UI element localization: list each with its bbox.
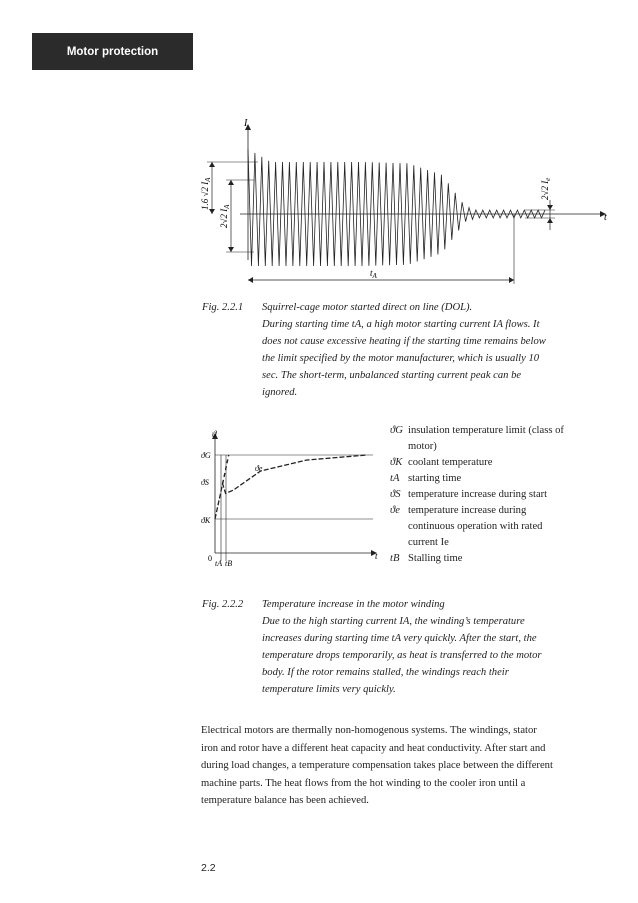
- legend-symbol: ϑe: [390, 505, 400, 516]
- caption-line: increases during starting time tA very quickly. After the start, the: [262, 633, 537, 644]
- caption-line: temperature drops temporarily, as heat is transferred to the motor: [262, 650, 542, 661]
- legend-text: continuous operation with rated: [408, 521, 543, 532]
- caption-line: does not cause excessive heating if the starting time remains below: [262, 336, 546, 347]
- peak-arrow-top: [209, 162, 215, 167]
- caption-line: Squirrel-cage motor started direct on line (DOL).: [262, 302, 473, 313]
- legend-symbol: ϑK: [390, 457, 403, 468]
- paragraph-line: machine parts. The heat flows from the hot winding to the cooler iron until a: [201, 777, 526, 789]
- tB-label: tB: [225, 559, 233, 568]
- legend-text: current Ie: [408, 537, 449, 548]
- figure1-caption-number: Fig. 2.2.1: [202, 302, 244, 313]
- start-arrow-bottom: [228, 247, 234, 252]
- theta-e-label: ϑe: [255, 464, 263, 473]
- rated-arrow-bottom: [547, 218, 553, 223]
- legend-text: temperature increase during start: [408, 489, 548, 500]
- caption-line: body. If the rotor remains stalled, the windings reach their: [262, 667, 509, 678]
- caption-line: Temperature increase in the motor winding: [262, 599, 445, 610]
- zero-label: 0: [208, 554, 212, 563]
- legend-text: coolant temperature: [408, 457, 493, 468]
- tA-label: tA: [215, 559, 223, 568]
- theta-G-label: ϑG: [201, 451, 211, 460]
- theta-K-label: ϑK: [201, 516, 211, 525]
- caption-line: Due to the high starting current IA, the winding’s temperature: [262, 616, 525, 627]
- figure-starting-current-chart: [180, 110, 620, 290]
- legend-text: Stalling time: [408, 553, 463, 564]
- stalled-curve: [223, 455, 229, 484]
- paragraph-line: temperature balance has been achieved.: [201, 795, 369, 806]
- time-arrow-right: [509, 277, 514, 283]
- page-number: 2.2: [201, 862, 216, 874]
- legend-symbol: ϑG: [390, 425, 403, 436]
- section-header-tab: [32, 33, 193, 70]
- legend-text: starting time: [408, 473, 462, 484]
- theta-S-label: ϑS: [201, 478, 209, 487]
- current-oscillation: [248, 149, 545, 266]
- caption-line: ignored.: [262, 387, 298, 398]
- section-title: Motor protection: [66, 45, 159, 58]
- start-label: 2√2 $I_A$: [219, 204, 231, 228]
- body-paragraph: [201, 722, 581, 810]
- temperature-curve: [215, 455, 367, 519]
- figure2-caption: [202, 596, 582, 700]
- time-arrow-left: [248, 277, 253, 283]
- paragraph-line: iron and rotor have a different heat capacity and heat conductivity. After start and: [201, 742, 546, 754]
- figure-temperature-chart: [195, 425, 385, 570]
- y-axis-label: ϑ: [212, 429, 217, 439]
- legend-symbol: ϑS: [390, 489, 401, 500]
- legend-symbol: tA: [390, 473, 400, 484]
- caption-line: During starting time tA, a high motor starting current IA flows. It: [262, 319, 540, 330]
- time-label: $t_A$: [370, 268, 377, 280]
- paragraph-line: during load changes, a temperature compensation takes place between the different: [201, 760, 553, 771]
- legend-text: temperature increase during: [408, 505, 527, 516]
- figure2-caption-number: Fig. 2.2.2: [202, 599, 244, 610]
- y-axis-label: I: [244, 118, 248, 129]
- rated-label: 2√2 $I_e$: [540, 177, 552, 200]
- caption-line: sec. The short-term, unbalanced starting current peak can be: [262, 370, 522, 381]
- current-waveform: [248, 149, 545, 266]
- legend-text: insulation temperature limit (class of: [408, 425, 564, 436]
- start-arrow-top: [228, 180, 234, 185]
- figure1-caption: [202, 299, 582, 403]
- x-axis-label: t: [375, 551, 378, 561]
- caption-line: temperature limits very quickly.: [262, 684, 396, 695]
- paragraph-line: Electrical motors are thermally non-homogenous systems. The windings, stator: [201, 725, 537, 736]
- legend-symbol: tB: [390, 553, 400, 564]
- legend-text: motor): [408, 441, 437, 452]
- rated-arrow-top: [547, 205, 553, 210]
- x-axis-label: t: [604, 212, 607, 223]
- caption-line: the limit specified by the motor manufacturer, which is usually 10: [262, 353, 540, 364]
- peak-label: 1.6 √2 $I_A$: [200, 177, 212, 210]
